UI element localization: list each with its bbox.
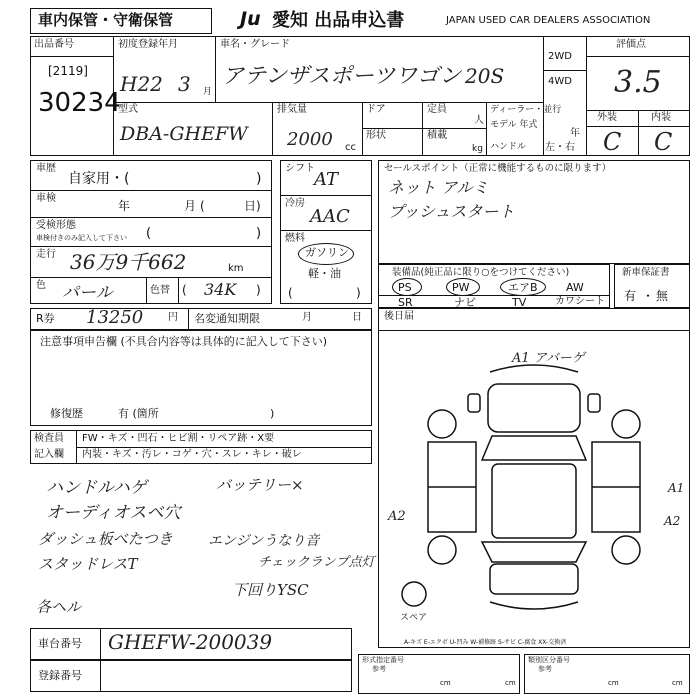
history-close: ) [256, 171, 262, 187]
spare-label: スペア [400, 613, 428, 623]
mileage-value: 36万9千662 [70, 250, 187, 274]
equip-aw: AW [566, 281, 584, 294]
form-title-english: JAPAN USED CAR DEALERS ASSOCIATION [446, 15, 651, 26]
registration-year: H22 [120, 72, 163, 96]
ac-value: AAC [310, 206, 350, 227]
door-label: ドア [366, 104, 386, 115]
inspection-month: 月 [184, 199, 197, 213]
model-grade: 20S [465, 64, 505, 88]
form-title: 愛知 出品申込書 [272, 10, 405, 31]
recycle-unit: 円 [168, 312, 178, 323]
handle-label: ハンドル [490, 142, 527, 152]
drive-4wd: 4WD [548, 76, 572, 87]
receive-close: ) [256, 226, 262, 241]
chassis-label: 車台番号 [38, 637, 82, 650]
ju-logo: Ju [240, 8, 261, 30]
color-code: 34K [204, 280, 237, 299]
lot-sub-number: [2119] [48, 64, 88, 78]
interior-label: 内装 [651, 112, 671, 123]
load-label: 積載 [427, 130, 447, 141]
equip-airbag: エアB [508, 281, 538, 294]
mileage-label: 走行 [36, 249, 56, 260]
spare-tire [402, 582, 426, 606]
fuel-label: 燃料 [285, 233, 305, 244]
exterior-grade: C [603, 128, 622, 156]
remark-engine: エンジンうなり音 [208, 533, 320, 549]
warranty-label: 新車保証書 [622, 267, 670, 278]
form-spec-label-1: 形式指定番号 [362, 656, 404, 664]
remark-dash: ダッシュ板べたつき [38, 530, 173, 548]
model-year-unit: 年 [570, 128, 580, 139]
model-year-label: モデル 年式 [490, 120, 538, 130]
registration-label: 初度登録年月 [118, 39, 178, 50]
model-name: アテンザスポーツワゴン [222, 64, 462, 89]
color-change-label: 色替 [150, 285, 170, 296]
equip-circle-pw [446, 278, 480, 296]
recycle-value: 13250 [86, 307, 144, 328]
lot-number-label: 出品番号 [34, 39, 74, 50]
meter-day: 日 [352, 312, 362, 323]
interior-grade: C [654, 128, 673, 156]
inspection-day: 日) [244, 199, 261, 213]
equip-circle-ps [392, 278, 422, 296]
registration-month-unit: 月 [203, 87, 213, 97]
receive-sub: 車検付きのみ記入して下さい [36, 234, 127, 242]
equipment-label: 装備品(純正品に限り○をつけてください) [392, 267, 570, 278]
inspection-open: ( [200, 199, 205, 213]
roof [492, 464, 576, 538]
inspector-label-1: 検査員 [34, 433, 64, 444]
history-value: 自家用・( [68, 171, 130, 187]
receive-label: 受検形態 [36, 220, 76, 231]
form-spec-sub-2: 参考 [538, 665, 552, 673]
lot-number: 30234 [38, 88, 121, 118]
form-spec-sub-1: 参考 [372, 665, 386, 673]
load-unit: kg [472, 144, 483, 154]
fuel-diesel: 軽・油 [308, 267, 341, 280]
inspector-row-1: FW・キズ・凹石・ヒビ割・リペア跡・X要 [82, 433, 275, 444]
equip-circle-airbag [500, 278, 546, 296]
rear-right-wheel [612, 536, 640, 564]
shift-value: AT [314, 169, 339, 190]
repair-value: 有 (箇所 [118, 407, 159, 420]
sales-point-1: ネット アルミ [388, 178, 489, 197]
car-diagram [380, 332, 688, 632]
registration-month: 3 [178, 72, 191, 96]
inspector-label-2: 記入欄 [34, 449, 64, 460]
displacement-unit: cc [345, 142, 356, 153]
form-spec-label-2: 類別区分番号 [528, 656, 570, 664]
shape-label: 形状 [366, 130, 386, 141]
displacement-label: 排気量 [277, 104, 307, 115]
remark-studless: スタッドレスT [38, 555, 138, 573]
front-bumper [490, 365, 578, 372]
diagram-a2-right: A2 [664, 514, 681, 528]
hood [488, 384, 580, 432]
remark-audio: オーディオスベ穴 [46, 503, 181, 523]
front-left-wheel [428, 410, 456, 438]
diagram-a1-label: A1 アバーゲ [512, 351, 585, 366]
history-label: 車歴 [36, 163, 56, 174]
reg-number-label: 登録番号 [38, 669, 82, 682]
displacement-value: 2000 [287, 129, 333, 150]
inspector-row-2: 内装・キズ・汚レ・コゲ・穴・スレ・キレ・破レ [82, 449, 302, 460]
remark-battery: バッテリー× [216, 476, 304, 494]
equip-leather-seat: カワシート [555, 296, 605, 307]
color-label: 色 [36, 280, 46, 291]
meter-month: 月 [302, 312, 312, 323]
handle-options: 左・右 [545, 142, 575, 153]
model-label: 車名・グレード [220, 39, 290, 50]
car-outline [402, 365, 640, 609]
equip-sr: SR [398, 296, 413, 309]
equip-ps: PS [398, 281, 412, 294]
rating-label: 評価点 [616, 39, 646, 50]
rear-window [482, 542, 586, 562]
fuel-close: ) [356, 286, 361, 300]
warranty-yes: 有 [624, 289, 637, 303]
sales-points-label: セールスポイント（正常に機能するものに限ります） [384, 163, 612, 174]
diagram-a2-left: A2 [388, 509, 406, 524]
remark-misc: 各ヘル [36, 598, 82, 616]
recycle-label: R券 [36, 312, 55, 325]
rating-value: 3.5 [614, 65, 662, 100]
exterior-label: 外装 [597, 112, 617, 123]
repair-label: 修復歴 [50, 407, 83, 420]
color-code-open: ( [182, 283, 187, 297]
repair-close: ) [270, 407, 275, 420]
inspection-year: 年 [118, 199, 131, 213]
fuel-gasoline: ガソリン [305, 246, 349, 259]
color-code-close: ) [256, 283, 261, 297]
tailgate [490, 564, 578, 594]
equip-tv: TV [512, 296, 527, 309]
warranty-no: 無 [656, 289, 669, 303]
form-spec-cm-1a: cm [440, 679, 451, 687]
fuel-open: ( [288, 286, 293, 300]
remark-underbody: 下回りYSC [232, 581, 309, 599]
type-value: DBA-GHEFW [120, 123, 248, 145]
equip-pw: PW [452, 281, 470, 294]
form-spec-cm-2b: cm [672, 679, 683, 687]
receive-open: ( [146, 226, 152, 241]
diagram-a1-right: A1 [668, 481, 685, 495]
type-label: 型式 [118, 104, 138, 115]
meter-label: 名変通知期限 [194, 312, 260, 325]
rear-left-wheel [428, 536, 456, 564]
dealer-label: ディーラー・並行 [490, 105, 562, 115]
damage-legend: A-キズ E-エクボ U-凹み W-補修跡 S-サビ C-腐食 XX-交換済 [404, 639, 567, 646]
rear-bumper [490, 602, 578, 609]
equip-navi: ナビ [454, 296, 476, 309]
chassis-number: GHEFW-200039 [108, 630, 273, 654]
drive-2wd: 2WD [548, 51, 572, 62]
remark-handle: ハンドルハゲ [46, 478, 147, 498]
form-spec-cm-2a: cm [608, 679, 619, 687]
warranty-dot: ・ [642, 289, 655, 303]
ac-label: 冷房 [285, 198, 305, 209]
inspection-label: 車検 [36, 193, 56, 204]
shift-label: シフト [285, 163, 315, 174]
note-label: 後日届 [384, 311, 414, 322]
color-value: パール [62, 283, 113, 303]
sales-point-2: プッシュスタート [388, 202, 515, 221]
form-spec-cm-1b: cm [505, 679, 516, 687]
mileage-unit: km [228, 263, 244, 274]
capacity-unit: 人 [474, 115, 484, 126]
windshield [482, 436, 586, 460]
front-right-wheel [612, 410, 640, 438]
notices-label: 注意事項申告欄 (不具合内容等は具体的に記入して下さい) [40, 335, 328, 348]
capacity-label: 定員 [427, 104, 447, 115]
remark-checklamp: チェックランプ点灯 [258, 555, 375, 570]
header-left-title: 車内保管・守衛保管 [38, 11, 174, 29]
